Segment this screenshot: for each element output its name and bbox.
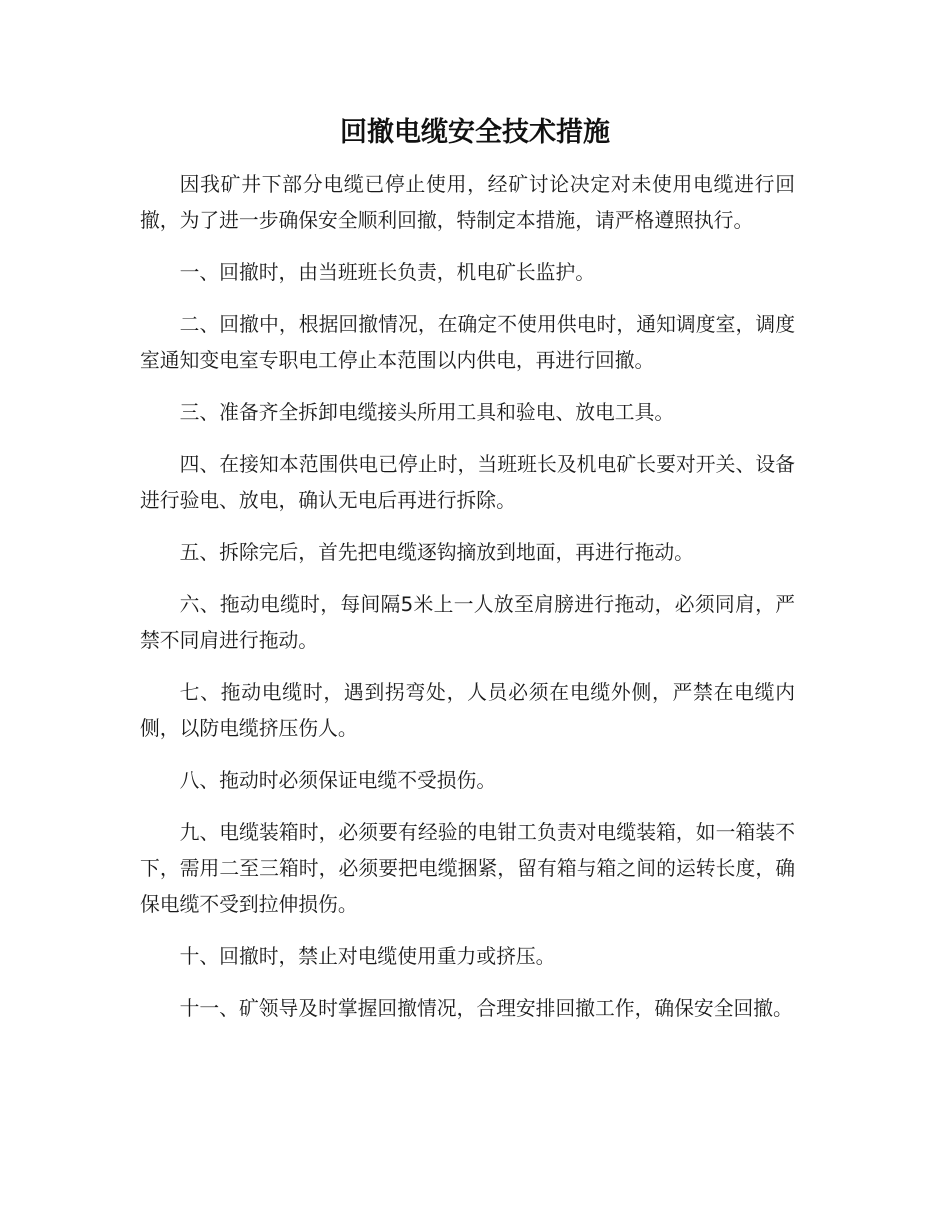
- document-body: [140, 167, 795, 1043]
- measure-item-11: 十一、矿领导及时掌握回撤情况，合理安排回撤工作，确保安全回撤。: [179, 997, 793, 1020]
- measure-item-4: 四、在接知本范围供电已停止时，当班班长及机电矿长要对开关、设备进行验电、放电，确认无电后再进行拆除。: [140, 453, 795, 512]
- intro-paragraph: 因我矿井下部分电缆已停止使用，经矿讨论决定对未使用电缆进行回撤，为了进一步确保安全顺利回撤，特制定本措施，请严格遵照执行。: [140, 173, 795, 232]
- measure-item-5: 五、拆除完后，首先把电缆逐钩摘放到地面，再进行拖动。: [179, 541, 694, 564]
- measure-item-9: 九、电缆装箱时，必须要有经验的电钳工负责对电缆装箱，如一箱装不下，需用二至三箱时，必须要把电缆捆紧，留有箱与箱之间的运转长度，确保电缆不受到拉伸损伤。: [140, 821, 795, 916]
- measure-item-3: 三、准备齐全拆卸电缆接头所用工具和验电、放电工具。: [179, 401, 675, 424]
- measure-item-6: 六、拖动电缆时，每间隔5米上一人放至肩膀进行拖动，必须同肩，严禁不同肩进行拖动。: [140, 593, 795, 652]
- measure-item-7: 七、拖动电缆时，遇到拐弯处，人员必须在电缆外侧，严禁在电缆内侧，以防电缆挤压伤人。: [140, 681, 795, 740]
- document-title: 回撤电缆安全技术措施: [340, 117, 610, 148]
- measure-item-2: 二、回撤中，根据回撤情况，在确定不使用供电时，通知调度室，调度室通知变电室专职电工停止本范围以内供电，再进行回撤。: [140, 313, 795, 372]
- measure-item-10: 十、回撤时，禁止对电缆使用重力或挤压。: [179, 945, 556, 968]
- measure-item-8: 八、拖动时必须保证电缆不受损伤。: [179, 769, 497, 792]
- measure-item-1: 一、回撤时，由当班班长负责，机电矿长监护。: [179, 261, 596, 284]
